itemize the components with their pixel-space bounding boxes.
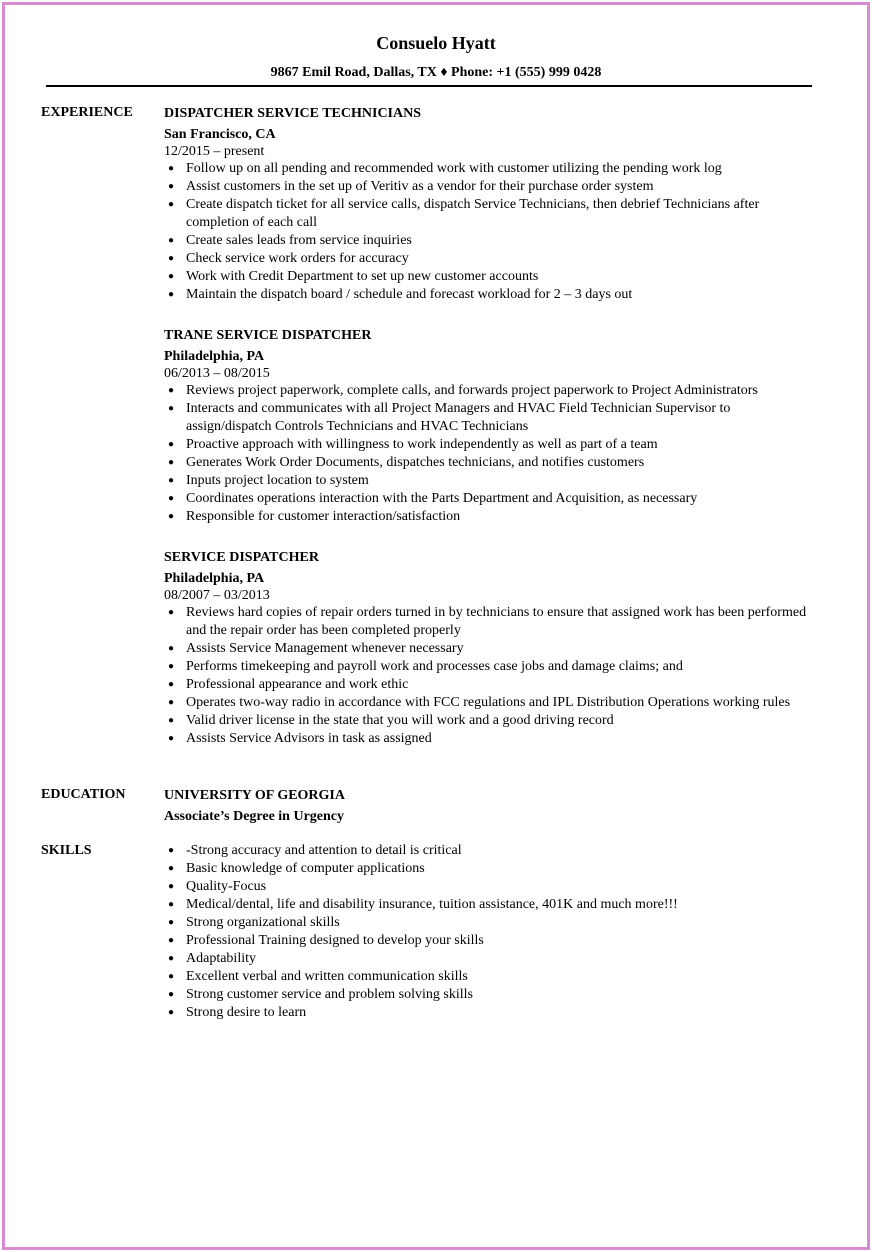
list-item-text: Responsible for customer interaction/satisfaction <box>186 509 461 524</box>
list-item-text: Professional Training designed to develop your skills <box>186 933 484 948</box>
list-item-text: Strong organizational skills <box>186 915 340 930</box>
job-title: DISPATCHER SERVICE TECHNICIANS <box>164 106 422 121</box>
list-item <box>168 436 814 454</box>
job-duties <box>164 160 814 304</box>
bullet-icon: ● <box>168 899 175 910</box>
list-item <box>168 730 814 748</box>
list-item-text: -Strong accuracy and attention to detail is critical <box>186 843 462 858</box>
bullet-icon: ● <box>168 881 175 892</box>
list-item-text: Coordinates operations interaction with the Parts Department and Acquisition, as necessary <box>186 491 698 506</box>
experience-heading: EXPERIENCE <box>41 105 133 120</box>
list-item <box>168 658 814 676</box>
list-item <box>168 196 814 232</box>
list-item <box>168 400 814 436</box>
list-item-text: Basic knowledge of computer applications <box>186 861 425 876</box>
list-item-text: Interacts and communicates with all Project Managers and HVAC Field Technician Supervisor to assign/dispatch Controls Technicians and HVAC Technicians <box>186 401 731 434</box>
degree: Associate’s Degree in Urgency <box>164 809 345 824</box>
bullet-icon: ● <box>168 661 175 672</box>
education-section <box>164 786 814 825</box>
bullet-icon: ● <box>168 253 175 264</box>
bullet-icon: ● <box>168 163 175 174</box>
bullet-icon: ● <box>168 715 175 726</box>
list-item <box>168 268 814 286</box>
job-duties <box>164 382 814 526</box>
bullet-icon: ● <box>168 989 175 1000</box>
list-item-text: Generates Work Order Documents, dispatches technicians, and notifies customers <box>186 455 645 470</box>
skills-list <box>164 842 814 1022</box>
list-item <box>168 160 814 178</box>
list-item-text: Adaptability <box>186 951 256 966</box>
bullet-icon: ● <box>168 607 175 618</box>
bullet-icon: ● <box>168 643 175 654</box>
list-item-text: Check service work orders for accuracy <box>186 251 409 266</box>
bullet-icon: ● <box>168 845 175 856</box>
candidate-name: Consuelo Hyatt <box>376 33 496 53</box>
contact-line: 9867 Emil Road, Dallas, TX ♦ Phone: +1 (555) 999 0428 <box>270 65 602 80</box>
list-item <box>168 932 814 950</box>
list-item-text: Create sales leads from service inquiries <box>186 233 412 248</box>
bullet-icon: ● <box>168 385 175 396</box>
skills-section <box>164 842 814 1022</box>
job-entry <box>164 548 814 748</box>
list-item-text: Excellent verbal and written communication skills <box>186 969 468 984</box>
list-item-text: Inputs project location to system <box>186 473 369 488</box>
job-location: San Francisco, CA <box>164 127 276 142</box>
list-item-text: Valid driver license in the state that you will work and a good driving record <box>186 713 614 728</box>
list-item <box>168 878 814 896</box>
bullet-icon: ● <box>168 511 175 522</box>
job-location: Philadelphia, PA <box>164 349 265 364</box>
job-dates: 12/2015 – present <box>164 144 265 159</box>
list-item <box>168 986 814 1004</box>
list-item-text: Assists Service Advisors in task as assigned <box>186 731 432 746</box>
list-item <box>168 950 814 968</box>
school-name: UNIVERSITY OF GEORGIA <box>164 788 345 803</box>
bullet-icon: ● <box>168 439 175 450</box>
list-item <box>168 694 814 712</box>
list-item <box>168 178 814 196</box>
bullet-icon: ● <box>168 935 175 946</box>
bullet-icon: ● <box>168 733 175 744</box>
job-duties <box>164 604 814 748</box>
job-location: Philadelphia, PA <box>164 571 265 586</box>
list-item-text: Proactive approach with willingness to work independently as well as part of a team <box>186 437 658 452</box>
list-item-text: Operates two-way radio in accordance with FCC regulations and IPL Distribution Operations working rules <box>186 695 791 710</box>
bullet-icon: ● <box>168 475 175 486</box>
list-item-text: Professional appearance and work ethic <box>186 677 409 692</box>
bullet-icon: ● <box>168 697 175 708</box>
list-item <box>168 232 814 250</box>
bullet-icon: ● <box>168 457 175 468</box>
bullet-icon: ● <box>168 493 175 504</box>
list-item <box>168 490 814 508</box>
list-item-text: Assists Service Management whenever necessary <box>186 641 464 656</box>
list-item-text: Reviews project paperwork, complete calls, and forwards project paperwork to Project Administrators <box>186 383 758 398</box>
list-item <box>168 508 814 526</box>
bullet-icon: ● <box>168 953 175 964</box>
list-item-text: Quality-Focus <box>186 879 267 894</box>
skills-heading: SKILLS <box>41 843 92 858</box>
header-divider <box>46 85 812 87</box>
bullet-icon: ● <box>168 403 175 414</box>
list-item <box>168 896 814 914</box>
list-item <box>168 676 814 694</box>
bullet-icon: ● <box>168 271 175 282</box>
list-item <box>168 842 814 860</box>
list-item-text: Strong customer service and problem solving skills <box>186 987 473 1002</box>
job-title: TRANE SERVICE DISPATCHER <box>164 328 372 343</box>
job-title: SERVICE DISPATCHER <box>164 550 319 565</box>
job-dates: 06/2013 – 08/2015 <box>164 366 270 381</box>
bullet-icon: ● <box>168 917 175 928</box>
list-item <box>168 1004 814 1022</box>
list-item-text: Maintain the dispatch board / schedule and forecast workload for 2 – 3 days out <box>186 287 633 302</box>
job-entry <box>164 326 814 526</box>
job-entry <box>164 104 814 304</box>
list-item-text: Assist customers in the set up of Veritiv as a vendor for their purchase order system <box>186 179 654 194</box>
list-item-text: Performs timekeeping and payroll work and processes case jobs and damage claims; and <box>186 659 683 674</box>
list-item <box>168 860 814 878</box>
list-item <box>168 454 814 472</box>
bullet-icon: ● <box>168 199 175 210</box>
job-dates: 08/2007 – 03/2013 <box>164 588 270 603</box>
bullet-icon: ● <box>168 1007 175 1018</box>
list-item <box>168 640 814 658</box>
list-item <box>168 286 814 304</box>
bullet-icon: ● <box>168 235 175 246</box>
experience-section <box>164 104 814 770</box>
list-item <box>168 968 814 986</box>
list-item-text: Work with Credit Department to set up new customer accounts <box>186 269 539 284</box>
bullet-icon: ● <box>168 181 175 192</box>
bullet-icon: ● <box>168 971 175 982</box>
list-item-text: Strong desire to learn <box>186 1005 307 1020</box>
education-heading: EDUCATION <box>41 787 126 802</box>
bullet-icon: ● <box>168 863 175 874</box>
list-item <box>168 472 814 490</box>
list-item-text: Reviews hard copies of repair orders turned in by technicians to ensure that assigned work has been performed and the repair order has been completed properly <box>186 605 807 638</box>
list-item <box>168 914 814 932</box>
list-item <box>168 604 814 640</box>
list-item <box>168 382 814 400</box>
bullet-icon: ● <box>168 679 175 690</box>
list-item <box>168 712 814 730</box>
bullet-icon: ● <box>168 289 175 300</box>
list-item-text: Medical/dental, life and disability insurance, tuition assistance, 401K and much more!!! <box>186 897 678 912</box>
list-item <box>168 250 814 268</box>
list-item-text: Follow up on all pending and recommended work with customer utilizing the pending work log <box>186 161 722 176</box>
list-item-text: Create dispatch ticket for all service calls, dispatch Service Technicians, then debrief Technicians after completion of each call <box>186 197 760 230</box>
